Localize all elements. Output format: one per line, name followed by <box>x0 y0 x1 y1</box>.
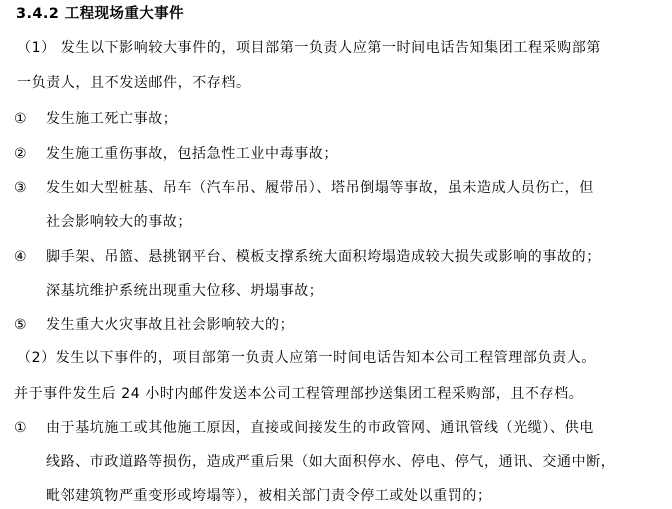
list-item-5 <box>0 315 672 335</box>
part2-list-item-1 <box>0 418 672 438</box>
list-marker: ② <box>14 146 28 162</box>
list-item-text: 由于基坑施工或其他施工原因，直接或间接发生的市政管网、通讯管线（光缆）、供电 <box>46 420 594 436</box>
list-item-3-continuation: 社会影响较大的事故； <box>46 214 192 230</box>
list-item-text: 发生重大火灾事故且社会影响较大的； <box>46 317 295 333</box>
list-item-text: 脚手架、吊篮、悬挑钢平台、模板支撑系统大面积垮塌造成较大损失或影响的事故的； <box>46 249 601 265</box>
list-item-1 <box>0 109 672 129</box>
list-item-2 <box>0 144 672 164</box>
part2-list-item-1-continuation-1: 线路、市政道路等损伤，造成严重后果（如大面积停水、停电、停气，通讯、交通中断， <box>46 454 616 470</box>
part2-list-item-1-continuation-2: 毗邻建筑物严重变形或垮塌等），被相关部门责令停工或处以重罚的； <box>46 488 492 504</box>
list-item-4-continuation: 深基坑维护系统出现重大位移、坍塌事故； <box>46 283 324 299</box>
list-marker: ① <box>14 111 28 127</box>
list-item-3 <box>0 178 672 198</box>
part1-intro-line2: 一负责人，且不发送邮件，不存档。 <box>17 75 251 91</box>
part1-intro-line1: （1） 发生以下影响较大事件的，项目部第一负责人应第一时间电话告知集团工程采购部第 <box>17 40 601 56</box>
list-item-4 <box>0 247 672 267</box>
list-marker: ④ <box>14 249 28 265</box>
list-item-text: 发生施工重伤事故，包括急性工业中毒事故； <box>46 146 338 162</box>
part2-intro-line2: 并于事件发生后 24 小时内邮件发送本公司工程管理部抄送集团工程采购部，且不存档。 <box>14 386 584 402</box>
list-marker: ⑤ <box>14 317 28 333</box>
list-marker: ① <box>14 420 28 436</box>
list-marker: ③ <box>14 180 28 196</box>
section-heading: 3.4.2 工程现场重大事件 <box>16 6 184 22</box>
part2-intro-line1: （2）发生以下事件的，项目部第一负责人应第一时间电话告知本公司工程管理部负责人。 <box>17 350 596 366</box>
list-item-text: 发生如大型桩基、吊车（汽车吊、履带吊）、塔吊倒塌等事故，虽未造成人员伤亡，但 <box>46 180 594 196</box>
list-item-text: 发生施工死亡事故； <box>46 111 178 127</box>
